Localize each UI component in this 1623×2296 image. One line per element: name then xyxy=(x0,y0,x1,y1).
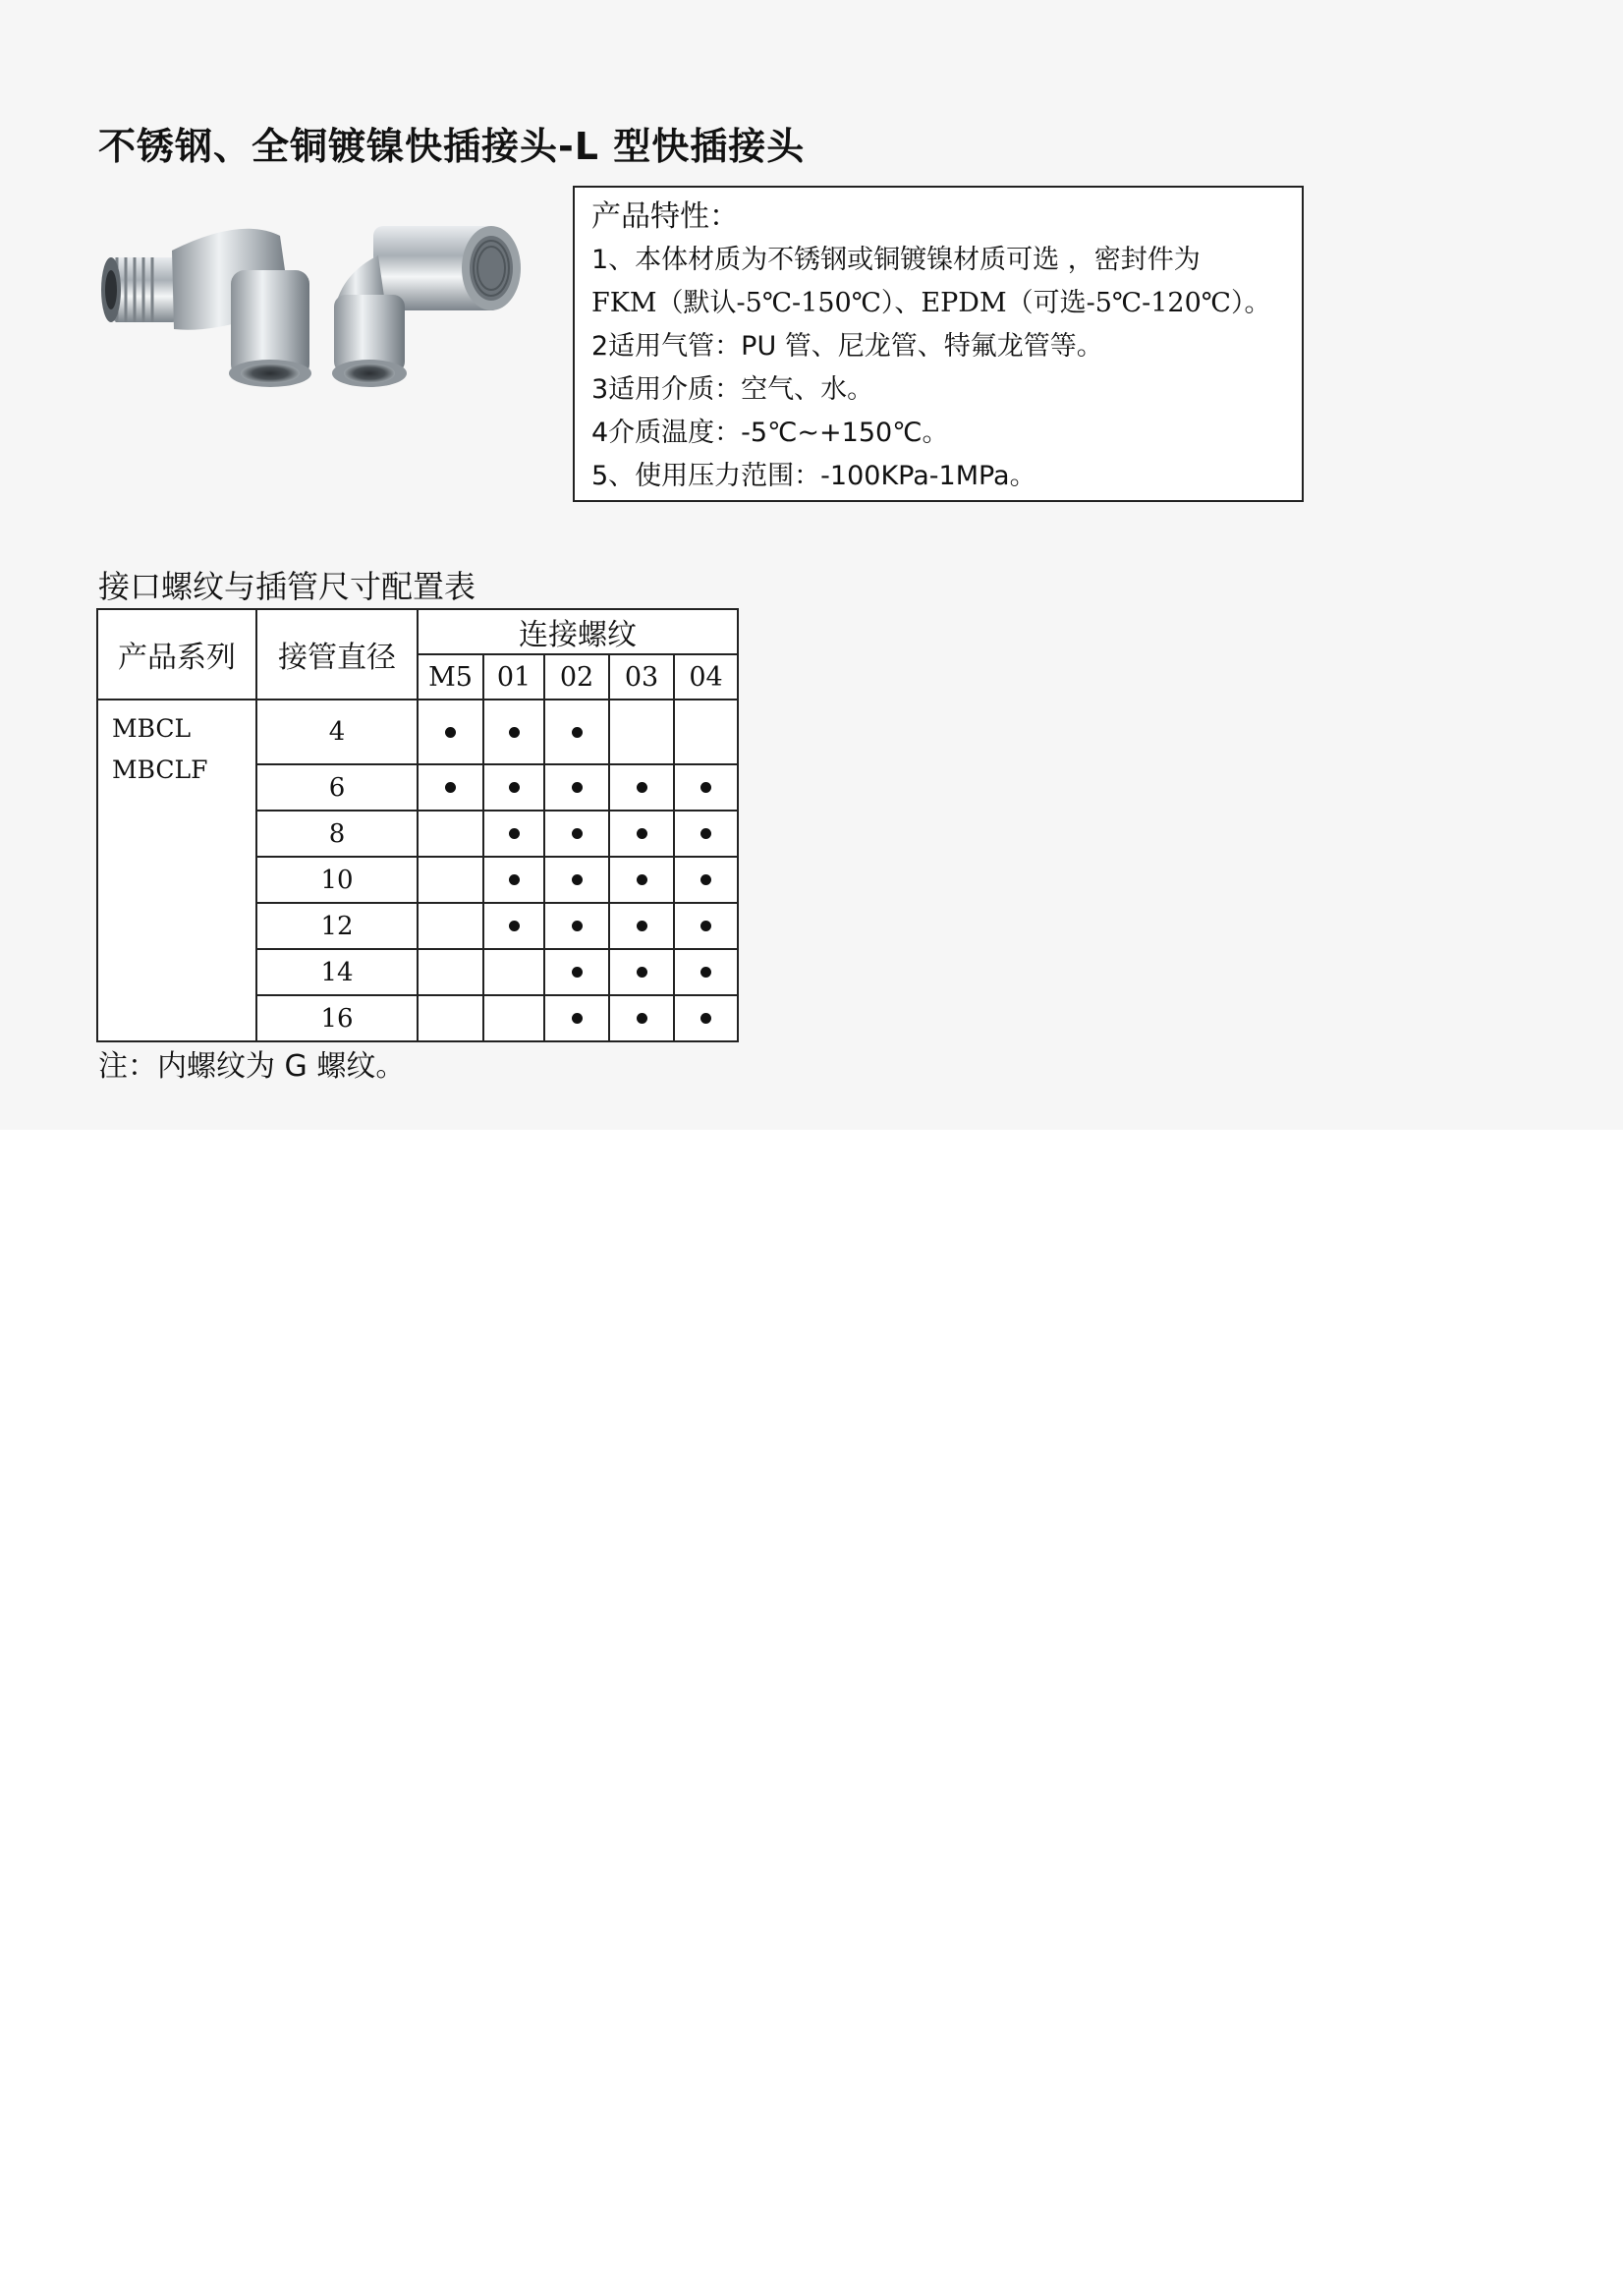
cell-thread-01 xyxy=(483,700,544,764)
available-mark xyxy=(700,967,711,978)
header-diameter: 接管直径 xyxy=(256,609,418,700)
cell-diameter: 8 xyxy=(256,811,418,857)
cell-thread-02 xyxy=(544,700,609,764)
cell-diameter: 4 xyxy=(256,700,418,764)
cell-thread-m5 xyxy=(418,700,483,764)
cell-diameter: 12 xyxy=(256,903,418,949)
header-thread-02: 02 xyxy=(544,654,609,700)
cell-thread-03 xyxy=(609,700,674,764)
available-mark xyxy=(637,828,647,839)
product-photo xyxy=(93,196,535,393)
cell-thread-01 xyxy=(483,764,544,811)
available-mark xyxy=(572,828,583,839)
cell-thread-04 xyxy=(674,857,738,903)
female-elbow-fitting xyxy=(332,226,521,387)
available-mark xyxy=(509,727,520,738)
available-mark xyxy=(509,874,520,885)
cell-thread-03 xyxy=(609,764,674,811)
cell-thread-04 xyxy=(674,903,738,949)
header-thread-m5: M5 xyxy=(418,654,483,700)
cell-thread-02 xyxy=(544,811,609,857)
cell-series xyxy=(97,700,256,1041)
cell-diameter: 6 xyxy=(256,764,418,811)
cell-thread-01 xyxy=(483,903,544,949)
feature-line-medium: 3适用介质：空气、水。 xyxy=(591,374,874,405)
available-mark xyxy=(572,921,583,931)
series-name: MBCL xyxy=(112,714,192,743)
available-mark xyxy=(637,921,647,931)
header-thread-04: 04 xyxy=(674,654,738,700)
cell-thread-m5 xyxy=(418,949,483,995)
available-mark xyxy=(637,782,647,793)
table-note: 注：内螺纹为 G 螺纹。 xyxy=(98,1049,406,1084)
cell-thread-04 xyxy=(674,995,738,1041)
feature-line-seal: FKM（默认-5℃-150℃）、EPDM（可选-5℃-120℃）。 xyxy=(591,288,1271,318)
cell-thread-03 xyxy=(609,903,674,949)
cell-thread-m5 xyxy=(418,903,483,949)
available-mark xyxy=(572,782,583,793)
table-caption: 接口螺纹与插管尺寸配置表 xyxy=(98,568,476,605)
cell-thread-m5 xyxy=(418,995,483,1041)
cell-thread-02 xyxy=(544,764,609,811)
cell-thread-03 xyxy=(609,811,674,857)
thread-configuration-table xyxy=(96,608,739,1042)
available-mark xyxy=(700,874,711,885)
feature-line-material: 1、本体材质为不锈钢或铜镀镍材质可选 ，密封件为 xyxy=(591,245,1201,275)
available-mark xyxy=(572,1013,583,1024)
header-thread-01: 01 xyxy=(483,654,544,700)
cell-thread-03 xyxy=(609,995,674,1041)
available-mark xyxy=(637,874,647,885)
available-mark xyxy=(509,782,520,793)
feature-line-pressure: 5、使用压力范围：-100KPa-1MPa。 xyxy=(591,461,1036,491)
features-heading: 产品特性： xyxy=(591,199,739,234)
available-mark xyxy=(637,967,647,978)
cell-diameter: 14 xyxy=(256,949,418,995)
available-mark xyxy=(445,782,456,793)
cell-thread-02 xyxy=(544,903,609,949)
available-mark xyxy=(700,782,711,793)
available-mark xyxy=(700,828,711,839)
header-thread-group: 连接螺纹 xyxy=(418,609,738,654)
male-elbow-fitting xyxy=(101,229,311,387)
product-features-box xyxy=(573,186,1304,502)
cell-thread-01 xyxy=(483,857,544,903)
table-body xyxy=(97,700,738,1041)
available-mark xyxy=(700,921,711,931)
cell-thread-01 xyxy=(483,949,544,995)
cell-diameter: 10 xyxy=(256,857,418,903)
cell-thread-01 xyxy=(483,811,544,857)
available-mark xyxy=(572,967,583,978)
available-mark xyxy=(509,828,520,839)
available-mark xyxy=(445,727,456,738)
cell-thread-03 xyxy=(609,949,674,995)
cell-thread-02 xyxy=(544,857,609,903)
cell-diameter: 16 xyxy=(256,995,418,1041)
cell-thread-02 xyxy=(544,995,609,1041)
cell-thread-04 xyxy=(674,811,738,857)
available-mark xyxy=(700,1013,711,1024)
cell-thread-02 xyxy=(544,949,609,995)
cell-thread-m5 xyxy=(418,857,483,903)
series-name: MBCLF xyxy=(112,756,208,784)
cell-thread-04 xyxy=(674,764,738,811)
cell-thread-m5 xyxy=(418,764,483,811)
cell-thread-m5 xyxy=(418,811,483,857)
available-mark xyxy=(509,921,520,931)
cell-thread-04 xyxy=(674,949,738,995)
available-mark xyxy=(637,1013,647,1024)
cell-thread-03 xyxy=(609,857,674,903)
feature-line-temperature: 4介质温度：-5℃~+150℃。 xyxy=(591,418,949,448)
available-mark xyxy=(572,874,583,885)
page-title: 不锈钢、全铜镀镍快插接头-L 型快插接头 xyxy=(98,125,806,168)
cell-thread-01 xyxy=(483,995,544,1041)
feature-line-tubing: 2适用气管：PU 管、尼龙管、特氟龙管等。 xyxy=(591,331,1103,362)
available-mark xyxy=(572,727,583,738)
table-row xyxy=(97,700,738,764)
header-series: 产品系列 xyxy=(97,609,256,700)
header-thread-03: 03 xyxy=(609,654,674,700)
cell-thread-04 xyxy=(674,700,738,764)
